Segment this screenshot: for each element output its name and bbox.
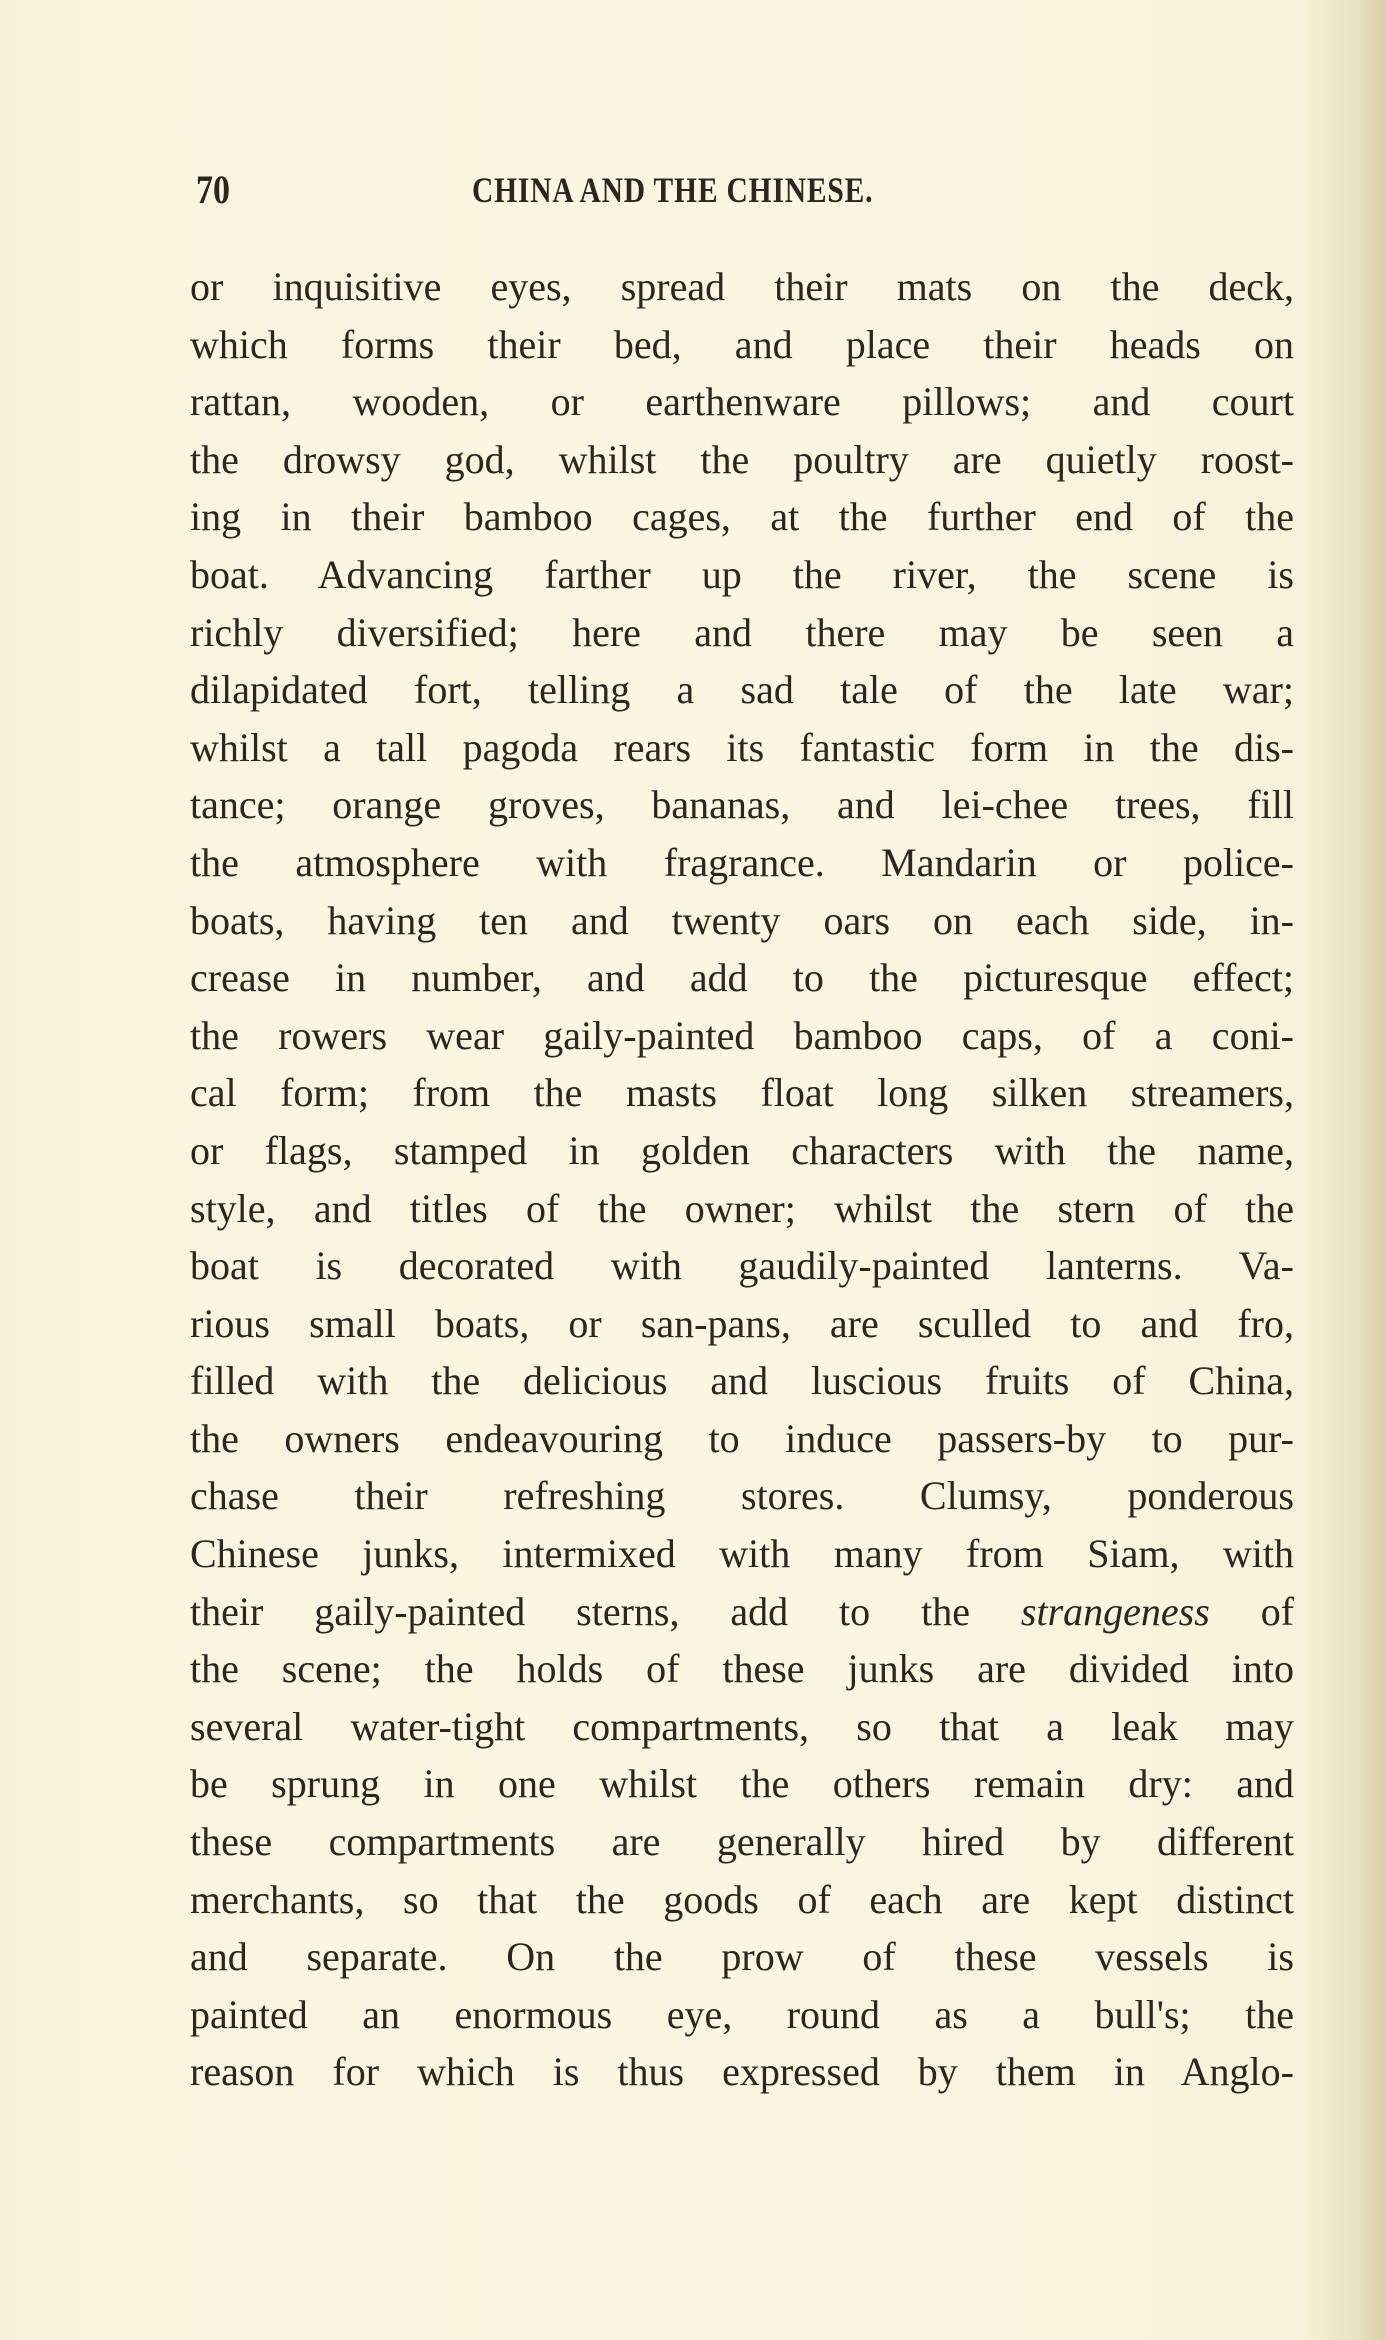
text-line [190, 719, 1294, 777]
text-line-content: Chinese junks, intermixed with many from Siam, with [190, 1531, 1294, 1577]
text-line [190, 604, 1294, 662]
text-line [190, 1237, 1294, 1295]
text-line-content: rattan, wooden, or earthenware pillows; and court [190, 379, 1294, 425]
text-line-content: several water-tight compartments, so that a leak may [190, 1703, 1294, 1749]
text-line [190, 373, 1294, 431]
text-line [190, 1813, 1294, 1871]
text-line-content: chase their refreshing stores. Clumsy, ponderous [190, 1473, 1294, 1519]
text-line [190, 1928, 1294, 1986]
text-line-content: these compartments are generally hired by different [190, 1819, 1294, 1865]
text-segment: their gaily-painted sterns, add to the [190, 1588, 970, 1634]
text-line [190, 1295, 1294, 1353]
text-line [190, 488, 1294, 546]
text-line [190, 546, 1294, 604]
text-line-content: whilst a tall pagoda rears its fantastic form in the dis- [190, 724, 1294, 770]
text-line-content: the owners endeavouring to induce passers-by to pur- [190, 1415, 1294, 1461]
text-line [190, 258, 1294, 316]
text-line-content: boat is decorated with gaudily-painted lanterns. Va- [190, 1243, 1294, 1289]
text-line [190, 949, 1294, 1007]
text-line-content: boats, having ten and twenty oars on each side, in- [190, 897, 1294, 943]
italic-word: strangeness [1020, 1588, 1210, 1634]
text-line-content: the atmosphere with fragrance. Mandarin or police- [190, 839, 1294, 885]
text-line [190, 1352, 1294, 1410]
text-line-content: cal form; from the masts float long silken streamers, [190, 1070, 1294, 1116]
text-line [190, 316, 1294, 374]
text-line-content: crease in number, and add to the picturesque effect; [190, 955, 1294, 1001]
text-line [190, 661, 1294, 719]
text-line [190, 1871, 1294, 1929]
text-line [190, 1064, 1294, 1122]
body-text [190, 258, 1294, 2101]
text-line [190, 1986, 1294, 2044]
text-line-content: rious small boats, or san-pans, are sculled to and fro, [190, 1300, 1294, 1346]
page-number: 70 [196, 167, 230, 212]
text-line-content: the drowsy god, whilst the poultry are quietly roost- [190, 436, 1294, 482]
text-line [190, 1122, 1294, 1180]
text-line-content: the scene; the holds of these junks are divided into [190, 1646, 1294, 1692]
text-line-content: merchants, so that the goods of each are kept distinct [190, 1876, 1294, 1922]
text-line-content: which forms their bed, and place their heads on [190, 321, 1294, 367]
text-line-content: dilapidated fort, telling a sad tale of the late war; [190, 667, 1294, 713]
text-line-content: be sprung in one whilst the others remain dry: and [190, 1761, 1294, 1807]
text-line [190, 1583, 1294, 1641]
text-line [190, 1467, 1294, 1525]
text-line [190, 1755, 1294, 1813]
text-line-content: boat. Advancing farther up the river, the scene is [190, 551, 1294, 597]
text-line-content: richly diversified; here and there may be seen a [190, 609, 1294, 655]
text-line-content: the rowers wear gaily-painted bamboo caps, of a coni- [190, 1012, 1294, 1058]
text-line [190, 834, 1294, 892]
text-segment: of [1260, 1588, 1295, 1634]
text-line [190, 1525, 1294, 1583]
text-line-content: or inquisitive eyes, spread their mats on the deck, [190, 264, 1294, 309]
text-line [190, 1410, 1294, 1468]
text-line-content: filled with the delicious and luscious fruits of China, [190, 1358, 1294, 1404]
text-line [190, 1698, 1294, 1756]
text-line [190, 892, 1294, 950]
text-line-content: reason for which is thus expressed by them in Anglo- [190, 2049, 1294, 2095]
text-line [190, 1180, 1294, 1238]
text-line [190, 1640, 1294, 1698]
text-line [190, 776, 1294, 834]
text-line [190, 2043, 1294, 2101]
text-line-content: or flags, stamped in golden characters with the name, [190, 1127, 1294, 1173]
text-line-content: painted an enormous eye, round as a bull's; the [190, 1991, 1294, 2037]
running-title: CHINA AND THE CHINESE. [472, 170, 874, 210]
text-line-content: style, and titles of the owner; whilst the stern of the [190, 1185, 1294, 1231]
text-line [190, 431, 1294, 489]
text-line-content: ing in their bamboo cages, at the further end of the [190, 494, 1294, 540]
text-line-content: and separate. On the prow of these vessels is [190, 1934, 1294, 1980]
text-line-content: tance; orange groves, bananas, and lei-chee trees, fill [190, 782, 1294, 828]
text-line [190, 1007, 1294, 1065]
